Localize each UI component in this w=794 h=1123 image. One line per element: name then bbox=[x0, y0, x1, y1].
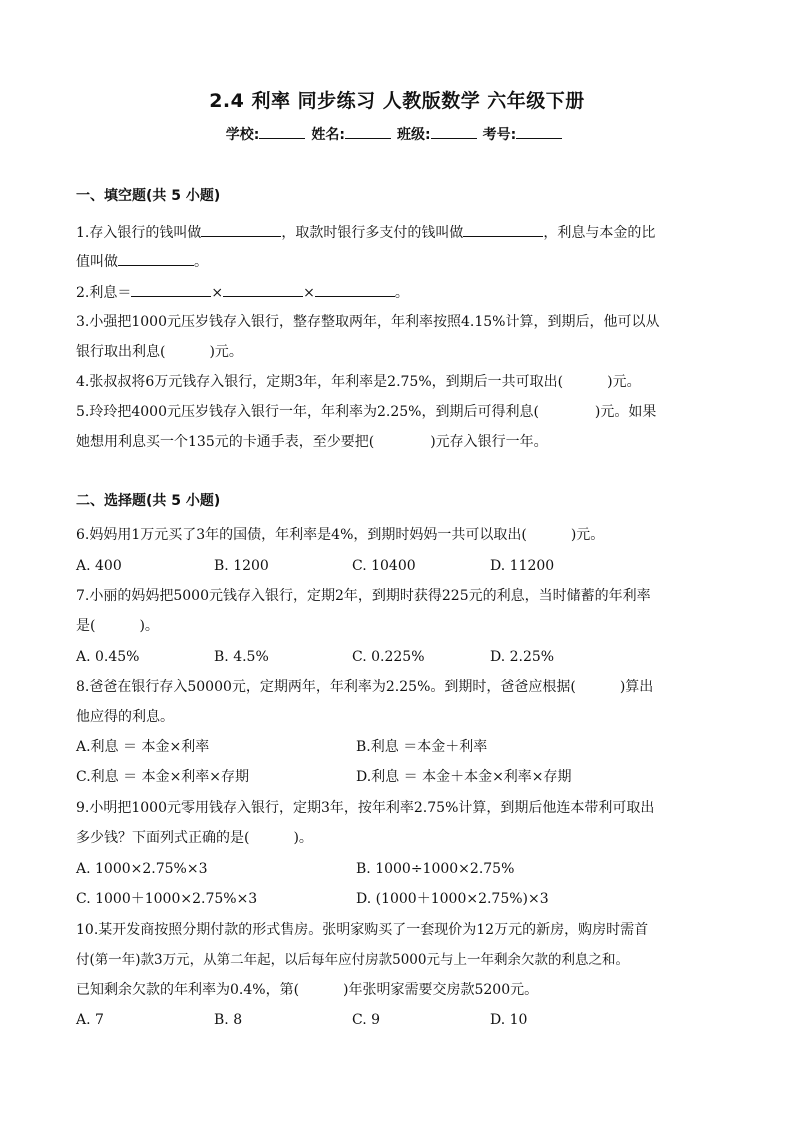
q2-line bbox=[76, 282, 409, 303]
q6-option-d[interactable]: D. 11200 bbox=[490, 558, 555, 574]
q4-text-b: )元。 bbox=[607, 374, 641, 390]
q1-text-a: 1.存入银行的钱叫做 bbox=[76, 225, 202, 241]
q1-line2 bbox=[76, 251, 208, 272]
class-blank[interactable] bbox=[431, 125, 477, 139]
q9-option-c[interactable]: C. 1000＋1000×2.75%×3 bbox=[76, 891, 258, 907]
q6-option-a[interactable]: A. 400 bbox=[76, 558, 122, 574]
q9-text-c: )。 bbox=[293, 830, 313, 846]
q6-option-b[interactable]: B. 1200 bbox=[214, 558, 269, 574]
q10-line1: 10.某开发商按照分期付款的形式售房。张明家购买了一套现价为12万元的新房，购房时需首 bbox=[76, 922, 649, 938]
q9-option-d[interactable]: D. (1000＋1000×2.75%)×3 bbox=[356, 891, 549, 907]
q10-line3 bbox=[76, 980, 538, 1000]
q6-option-c[interactable]: C. 10400 bbox=[352, 558, 416, 574]
q5-text-d: )元存入银行一年。 bbox=[430, 434, 548, 450]
q5-line2 bbox=[76, 432, 548, 452]
school-label: 学校: bbox=[225, 127, 260, 143]
q2-blank-1[interactable] bbox=[131, 282, 211, 297]
page-title: 2.4 利率 同步练习 人教版数学 六年级下册 bbox=[209, 90, 585, 112]
q8-option-c[interactable]: C.利息 ＝ 本金×利率×存期 bbox=[76, 769, 250, 785]
q9-option-a[interactable]: A. 1000×2.75%×3 bbox=[76, 861, 208, 877]
q10-option-c[interactable]: C. 9 bbox=[352, 1012, 381, 1028]
q1-blank-2[interactable] bbox=[463, 222, 543, 237]
q4-line bbox=[76, 372, 641, 392]
q5-text-b: )元。如果 bbox=[594, 404, 657, 420]
q10-option-b[interactable]: B. 8 bbox=[214, 1012, 243, 1028]
q9-option-b[interactable]: B. 1000÷1000×2.75% bbox=[356, 861, 515, 877]
q1-text-b: ，取款时银行多支付的钱叫做 bbox=[281, 225, 464, 241]
q10-option-a[interactable]: A. 7 bbox=[76, 1012, 104, 1028]
q3-line2 bbox=[76, 342, 243, 362]
q1-blank-3[interactable] bbox=[118, 251, 194, 266]
name-blank[interactable] bbox=[345, 125, 391, 139]
q1-line1 bbox=[76, 222, 655, 243]
section-fill-heading: 一、填空题(共 5 小题) bbox=[76, 188, 221, 204]
q9-text-b: 多少钱？下面列式正确的是( bbox=[76, 830, 250, 846]
q9-line1: 9.小明把1000元零用钱存入银行，定期3年，按年利率2.75%计算，到期后他连本带利可取出 bbox=[76, 800, 655, 816]
q8-option-d[interactable]: D.利息 ＝ 本金＋本金×利率×存期 bbox=[356, 769, 572, 785]
section-choice-heading: 二、选择题(共 5 小题) bbox=[76, 493, 221, 509]
q8-line2: 他应得的利息。 bbox=[76, 709, 174, 725]
q2-times-2: × bbox=[303, 285, 315, 301]
class-label: 班级: bbox=[397, 127, 431, 143]
q7-option-b[interactable]: B. 4.5% bbox=[214, 649, 269, 665]
q3-text-b: 银行取出利息( bbox=[76, 344, 166, 360]
q9-line2 bbox=[76, 828, 313, 848]
q5-line1 bbox=[76, 402, 656, 422]
school-blank[interactable] bbox=[259, 125, 305, 139]
q8-text-a: 8.爸爸在银行存入50000元，定期两年，年利率为2.25%。到期时，爸爸应根据( bbox=[76, 679, 576, 695]
q1-text-d: 值叫做 bbox=[76, 254, 118, 270]
q10-text-d: )年张明家需要交房款5200元。 bbox=[343, 982, 539, 998]
q6-line bbox=[76, 525, 604, 545]
q2-blank-2[interactable] bbox=[223, 282, 303, 297]
q7-text-b: 是( bbox=[76, 618, 96, 634]
q8-option-a[interactable]: A.利息 ＝ 本金×利率 bbox=[76, 739, 210, 755]
q8-option-b[interactable]: B.利息 ＝本金＋利率 bbox=[356, 739, 488, 755]
exam-no-blank[interactable] bbox=[516, 125, 562, 139]
q8-line1 bbox=[76, 677, 653, 697]
q7-option-a[interactable]: A. 0.45% bbox=[76, 649, 140, 665]
q2-text-a: 2.利息＝ bbox=[76, 285, 132, 301]
q2-times-1: × bbox=[211, 285, 224, 301]
q1-text-c: ，利息与本金的比 bbox=[543, 225, 656, 241]
exam-no-label: 考号: bbox=[482, 127, 517, 143]
q7-option-c[interactable]: C. 0.225% bbox=[352, 649, 425, 665]
q7-line2 bbox=[76, 616, 159, 636]
q6-text-a: 6.妈妈用1万元买了3年的国债，年利率是4%，到期时妈妈一共可以取出( bbox=[76, 527, 527, 543]
q5-text-a: 5.玲玲把4000元压岁钱存入银行一年，年利率为2.25%，到期后可得利息( bbox=[76, 404, 539, 420]
name-label: 姓名: bbox=[311, 127, 345, 143]
q10-text-c: 已知剩余欠款的年利率为0.4%，第( bbox=[76, 982, 300, 998]
q7-text-c: )。 bbox=[139, 618, 159, 634]
q5-text-c: 她想用利息买一个135元的卡通手表，至少要把( bbox=[76, 434, 375, 450]
q10-option-d[interactable]: D. 10 bbox=[490, 1012, 528, 1028]
q10-line2: 付(第一年)款3万元，从第二年起，以后每年应付房款5000元与上一年剩余欠款的利息之和。 bbox=[76, 952, 629, 968]
student-info-row bbox=[0, 124, 794, 144]
q6-text-b: )元。 bbox=[570, 527, 605, 543]
q8-text-b: )算出 bbox=[619, 679, 654, 695]
q4-text-a: 4.张叔叔将6万元钱存入银行，定期3年，年利率是2.75%，到期后一共可取出( bbox=[76, 374, 564, 390]
q7-option-d[interactable]: D. 2.25% bbox=[490, 649, 555, 665]
q7-line1: 7.小丽的妈妈把5000元钱存入银行，定期2年，到期时获得225元的利息，当时储蓄的年利率 bbox=[76, 588, 651, 604]
q3-line1: 3.小强把1000元压岁钱存入银行，整存整取两年，年利率按照4.15%计算，到期后，他可以从 bbox=[76, 314, 660, 330]
q3-text-c: )元。 bbox=[209, 344, 243, 360]
q1-blank-1[interactable] bbox=[201, 222, 281, 237]
q2-end: 。 bbox=[394, 285, 409, 301]
q1-text-e: 。 bbox=[194, 254, 208, 270]
q2-blank-3[interactable] bbox=[315, 282, 395, 297]
